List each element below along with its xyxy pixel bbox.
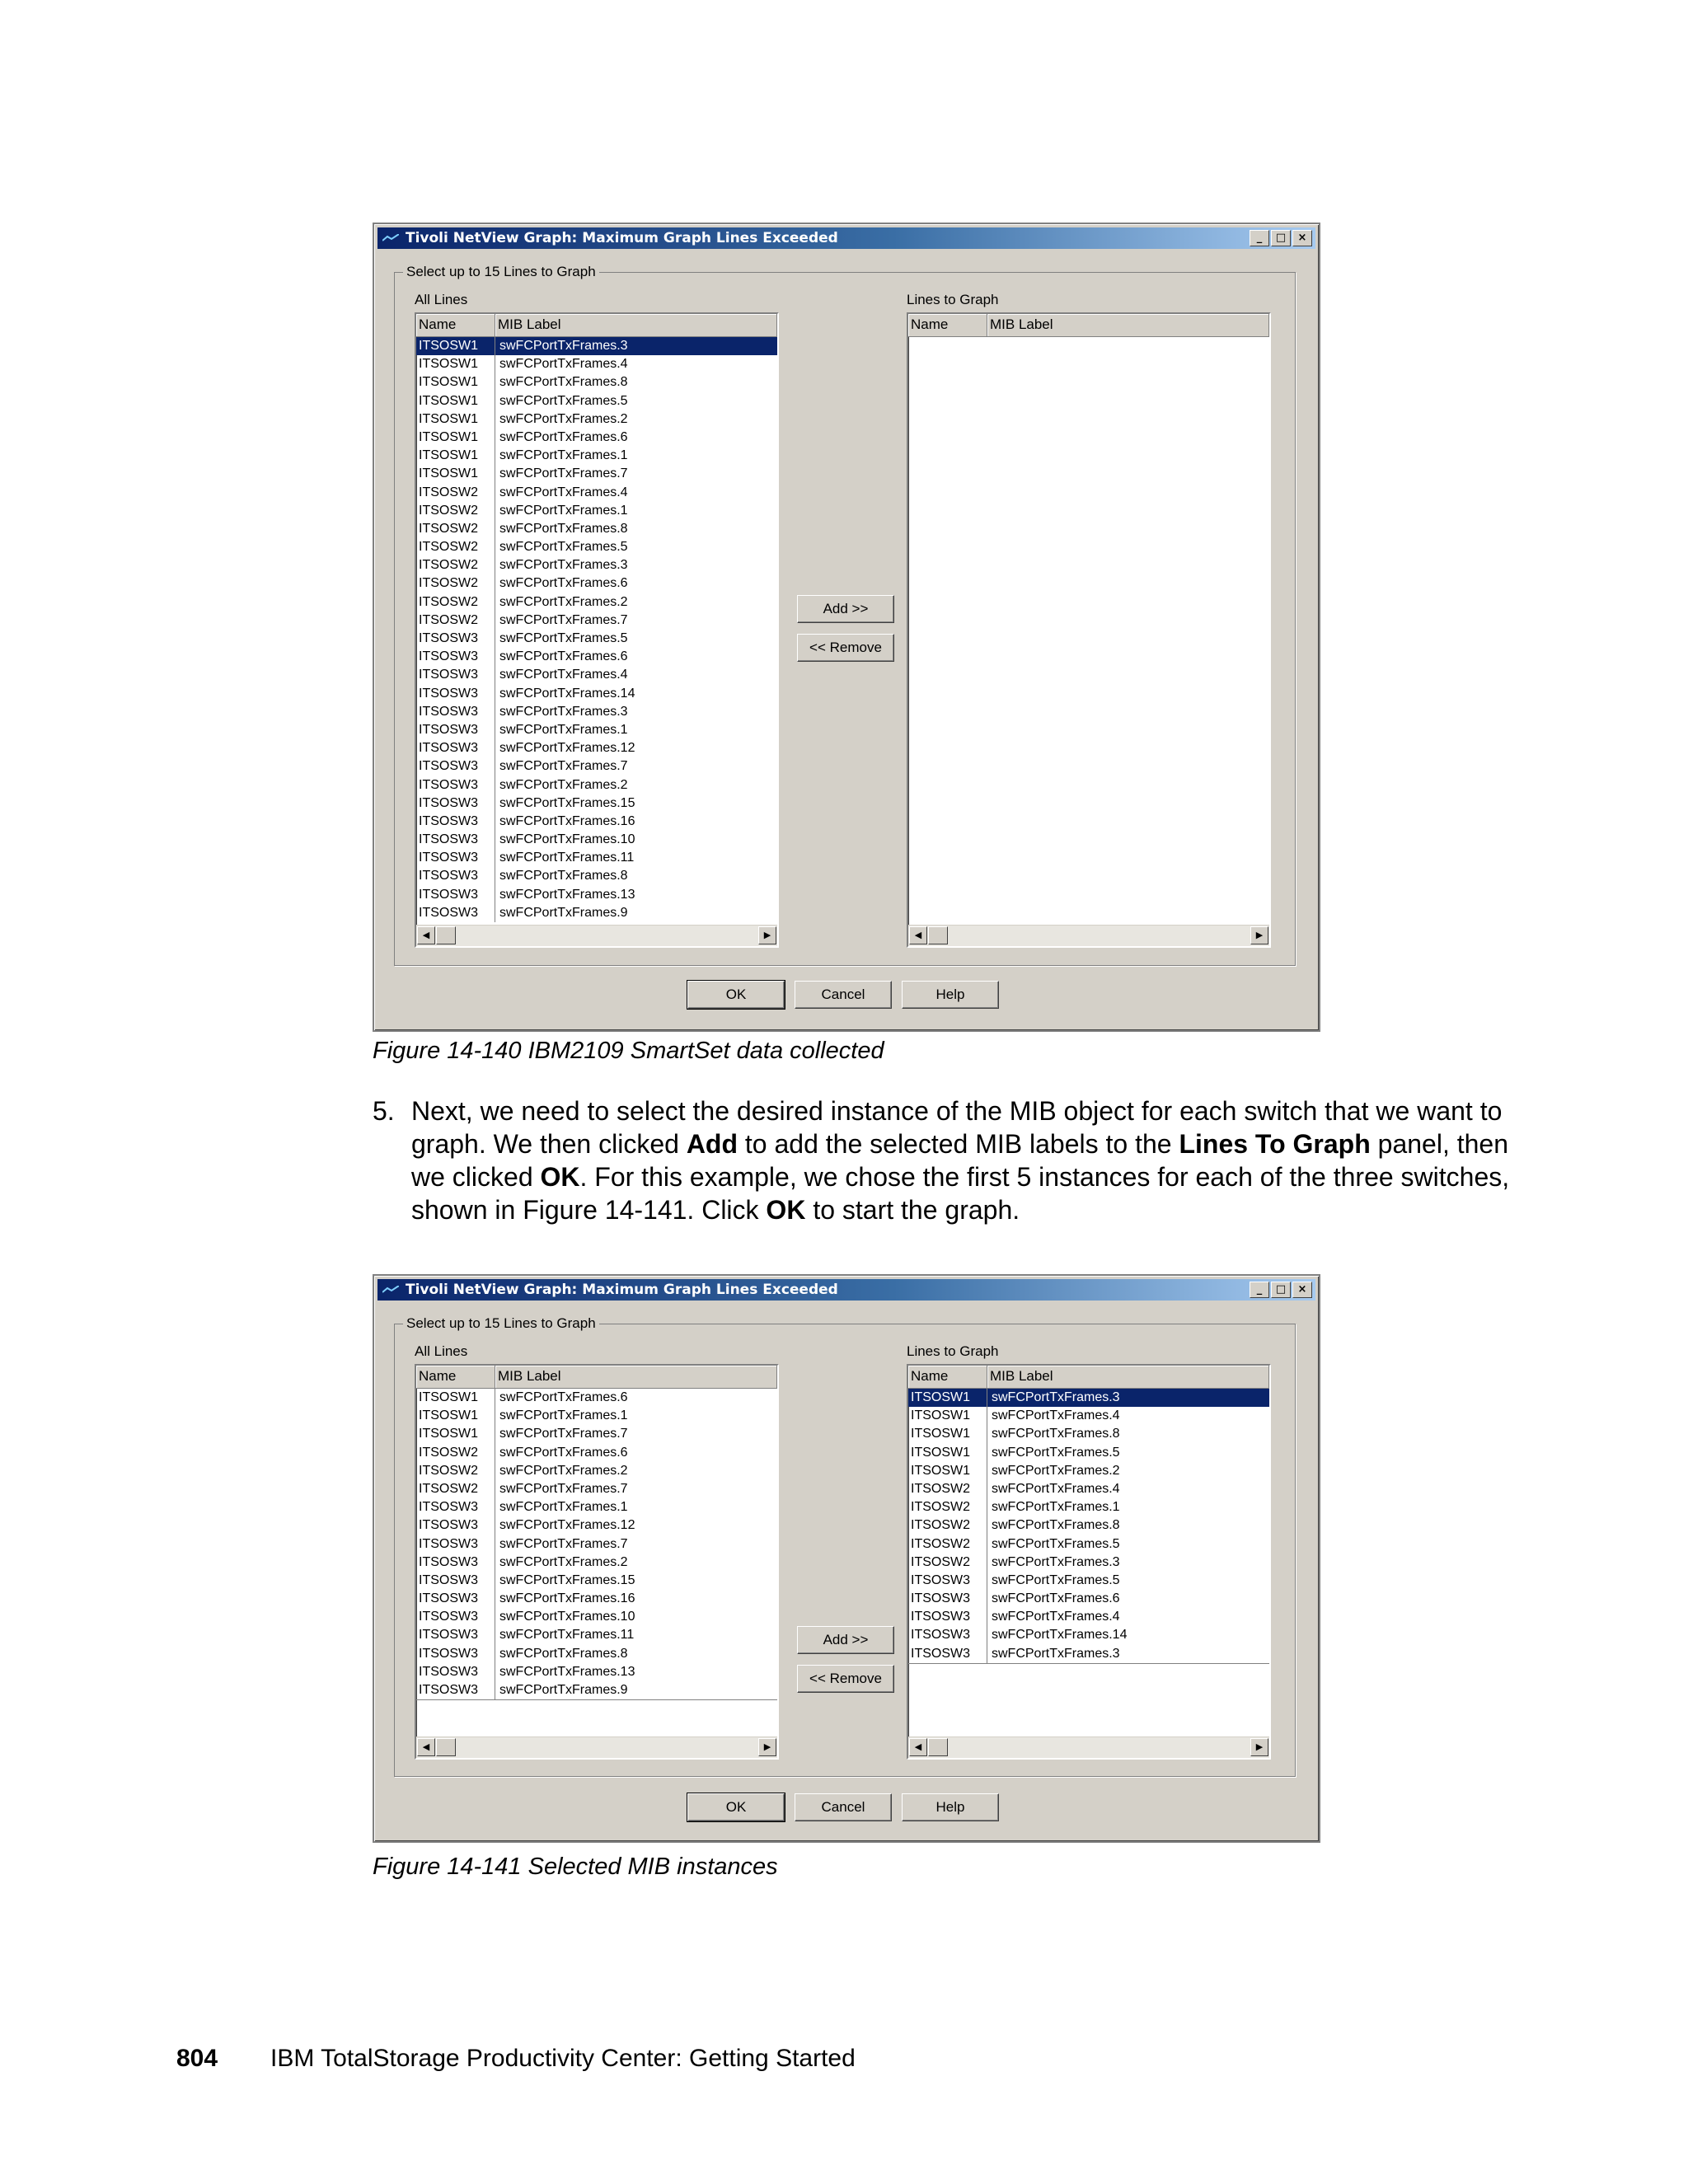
- group-label: Select up to 15 Lines to Graph: [403, 1315, 599, 1333]
- list-row[interactable]: [416, 1516, 777, 1535]
- list-header: [416, 314, 777, 337]
- list-row[interactable]: [416, 1626, 777, 1644]
- row-switch-name: ITSOSW3: [416, 794, 495, 813]
- list-row[interactable]: [416, 1535, 777, 1554]
- scroll-thumb[interactable]: [436, 926, 456, 944]
- list-row[interactable]: [416, 1389, 777, 1407]
- row-mib-label: swFCPortTxFrames.1: [499, 1500, 628, 1515]
- text-run: Next, we need to select the desired instance of the MIB object for each switch that we want to graph. We then clicked: [411, 1096, 1503, 1159]
- list-row[interactable]: [908, 1645, 1269, 1663]
- row-switch-name: ITSOSW3: [416, 867, 495, 885]
- minimize-icon[interactable]: _: [1250, 1282, 1269, 1298]
- row-mib-label: swFCPortTxFrames.1: [499, 722, 628, 737]
- row-mib-label: swFCPortTxFrames.8: [992, 1427, 1120, 1441]
- list-header: [416, 1366, 777, 1389]
- row-mib-label: swFCPortTxFrames.6: [499, 1390, 628, 1404]
- row-switch-name: ITSOSW2: [416, 593, 495, 612]
- row-switch-name: ITSOSW3: [416, 776, 495, 794]
- list-row[interactable]: [416, 502, 777, 520]
- list-row[interactable]: [908, 1554, 1269, 1572]
- lines-to-graph-list[interactable]: [907, 312, 1271, 948]
- lines-to-graph-list[interactable]: [907, 1364, 1271, 1760]
- row-switch-name: ITSOSW1: [908, 1425, 987, 1443]
- column-header-mib-label[interactable]: MIB Label: [987, 1366, 1269, 1388]
- row-switch-name: ITSOSW1: [416, 410, 495, 429]
- list-row[interactable]: [908, 1626, 1269, 1644]
- close-icon[interactable]: ×: [1292, 1282, 1312, 1298]
- maximize-icon[interactable]: □: [1271, 230, 1291, 246]
- row-mib-label: swFCPortTxFrames.10: [499, 1610, 635, 1624]
- scroll-right-icon[interactable]: ▶: [758, 926, 776, 944]
- list-row[interactable]: [416, 520, 777, 538]
- list-row[interactable]: [416, 904, 777, 922]
- scroll-thumb[interactable]: [928, 926, 948, 944]
- list-row[interactable]: [416, 849, 777, 867]
- list-row[interactable]: [908, 1407, 1269, 1425]
- help-button[interactable]: Help: [902, 1793, 999, 1821]
- remove-button[interactable]: << Remove: [797, 634, 894, 662]
- row-switch-name: ITSOSW3: [416, 1498, 495, 1516]
- row-mib-label: swFCPortTxFrames.6: [992, 1591, 1120, 1606]
- row-switch-name: ITSOSW2: [908, 1480, 987, 1498]
- scroll-left-icon[interactable]: ◀: [909, 1738, 927, 1756]
- column-header-mib-label[interactable]: MIB Label: [495, 314, 777, 336]
- row-switch-name: ITSOSW1: [416, 373, 495, 391]
- row-switch-name: ITSOSW2: [416, 538, 495, 556]
- lines-group-box: [394, 1315, 1296, 1777]
- row-mib-label: swFCPortTxFrames.10: [499, 832, 635, 847]
- row-mib-label: swFCPortTxFrames.7: [499, 1427, 628, 1441]
- row-mib-label: swFCPortTxFrames.9: [499, 1683, 628, 1697]
- lines-to-graph-label: Lines to Graph: [907, 1343, 999, 1359]
- row-switch-name: ITSOSW3: [416, 721, 495, 739]
- group-label: Select up to 15 Lines to Graph: [403, 263, 599, 281]
- row-switch-name: ITSOSW2: [416, 1462, 495, 1480]
- row-switch-name: ITSOSW2: [416, 556, 495, 574]
- row-switch-name: ITSOSW3: [416, 739, 495, 757]
- row-switch-name: ITSOSW3: [416, 757, 495, 776]
- dialog-titlebar[interactable]: [377, 1279, 1315, 1301]
- step-5-paragraph: [373, 1094, 1518, 1226]
- list-row[interactable]: [416, 1663, 777, 1681]
- row-switch-name: ITSOSW1: [416, 447, 495, 465]
- list-row[interactable]: [416, 794, 777, 813]
- all-lines-list[interactable]: [415, 312, 779, 948]
- help-button[interactable]: Help: [902, 981, 999, 1009]
- dialog-figure-14-140: [373, 223, 1320, 1032]
- list-row[interactable]: [416, 886, 777, 904]
- list-row[interactable]: [908, 1480, 1269, 1498]
- row-mib-label: swFCPortTxFrames.8: [499, 869, 628, 883]
- row-mib-label: swFCPortTxFrames.3: [992, 1646, 1120, 1661]
- row-mib-label: swFCPortTxFrames.12: [499, 741, 635, 756]
- list-header: [908, 314, 1269, 337]
- row-switch-name: ITSOSW3: [416, 1590, 495, 1608]
- row-mib-label: swFCPortTxFrames.2: [499, 1463, 628, 1478]
- horizontal-scrollbar[interactable]: [416, 1736, 777, 1758]
- add-button[interactable]: Add >>: [797, 595, 894, 623]
- list-row[interactable]: [416, 593, 777, 612]
- list-row[interactable]: [416, 1407, 777, 1425]
- page-number: 804: [176, 2045, 218, 2072]
- horizontal-scrollbar[interactable]: [908, 1736, 1269, 1758]
- row-mib-label: swFCPortTxFrames.3: [499, 704, 628, 719]
- all-lines-label: All Lines: [415, 1343, 468, 1359]
- row-switch-name: ITSOSW3: [416, 904, 495, 922]
- row-switch-name: ITSOSW3: [416, 886, 495, 904]
- row-mib-label: swFCPortTxFrames.4: [499, 357, 628, 372]
- list-row[interactable]: [908, 1516, 1269, 1535]
- row-mib-label: swFCPortTxFrames.2: [499, 594, 628, 609]
- row-switch-name: ITSOSW1: [416, 429, 495, 447]
- row-switch-name: ITSOSW1: [416, 355, 495, 373]
- scroll-right-icon[interactable]: ▶: [758, 1738, 776, 1756]
- list-row[interactable]: [416, 465, 777, 483]
- row-switch-name: ITSOSW3: [416, 648, 495, 666]
- list-row[interactable]: [416, 355, 777, 373]
- list-row[interactable]: [416, 703, 777, 721]
- text-run: panel, then we clicked: [411, 1129, 1509, 1192]
- list-row[interactable]: [416, 739, 777, 757]
- list-row[interactable]: [908, 1425, 1269, 1443]
- column-header-mib-label[interactable]: MIB Label: [987, 314, 1269, 336]
- list-row[interactable]: [416, 721, 777, 739]
- row-switch-name: ITSOSW3: [416, 1516, 495, 1535]
- row-switch-name: ITSOSW3: [908, 1590, 987, 1608]
- row-switch-name: ITSOSW3: [416, 1535, 495, 1554]
- column-header-name[interactable]: Name: [908, 314, 987, 336]
- row-mib-label: swFCPortTxFrames.2: [992, 1463, 1120, 1478]
- row-mib-label: swFCPortTxFrames.3: [499, 558, 628, 573]
- row-switch-name: ITSOSW1: [416, 392, 495, 410]
- row-switch-name: ITSOSW3: [416, 1554, 495, 1572]
- bold-term: Lines To Graph: [1179, 1129, 1371, 1159]
- row-switch-name: ITSOSW1: [908, 1444, 987, 1462]
- column-header-name[interactable]: Name: [908, 1366, 987, 1388]
- row-mib-label: swFCPortTxFrames.5: [499, 540, 628, 555]
- row-switch-name: ITSOSW3: [908, 1645, 987, 1663]
- dialog-title: Tivoli NetView Graph: Maximum Graph Lines Exceeded: [406, 1282, 838, 1298]
- row-switch-name: ITSOSW1: [416, 465, 495, 483]
- row-switch-name: ITSOSW1: [908, 1389, 987, 1407]
- cancel-button[interactable]: Cancel: [795, 981, 892, 1009]
- row-switch-name: ITSOSW2: [908, 1498, 987, 1516]
- page-footer: [176, 2044, 856, 2074]
- remove-button[interactable]: << Remove: [797, 1665, 894, 1693]
- scroll-right-icon[interactable]: ▶: [1250, 926, 1268, 944]
- all-lines-rows: [416, 337, 777, 922]
- row-mib-label: swFCPortTxFrames.6: [499, 576, 628, 591]
- row-switch-name: ITSOSW3: [416, 1645, 495, 1663]
- list-row[interactable]: [416, 1645, 777, 1663]
- row-switch-name: ITSOSW3: [416, 703, 495, 721]
- list-row[interactable]: [416, 867, 777, 885]
- row-mib-label: swFCPortTxFrames.2: [499, 1554, 628, 1569]
- row-mib-label: swFCPortTxFrames.1: [992, 1500, 1120, 1515]
- row-switch-name: ITSOSW2: [416, 1480, 495, 1498]
- row-switch-name: ITSOSW2: [908, 1535, 987, 1554]
- list-row[interactable]: [416, 813, 777, 831]
- row-mib-label: swFCPortTxFrames.8: [992, 1518, 1120, 1533]
- row-mib-label: swFCPortTxFrames.15: [499, 795, 635, 810]
- bold-term: Add: [686, 1129, 738, 1159]
- list-row[interactable]: [416, 685, 777, 703]
- add-button[interactable]: Add >>: [797, 1626, 894, 1654]
- row-switch-name: ITSOSW2: [416, 502, 495, 520]
- row-switch-name: ITSOSW1: [908, 1407, 987, 1425]
- row-switch-name: ITSOSW3: [416, 685, 495, 703]
- maximize-icon[interactable]: □: [1271, 1282, 1291, 1298]
- row-mib-label: swFCPortTxFrames.1: [499, 503, 628, 518]
- row-mib-label: swFCPortTxFrames.8: [499, 375, 628, 390]
- list-row[interactable]: [416, 556, 777, 574]
- row-mib-label: swFCPortTxFrames.4: [992, 1481, 1120, 1496]
- row-mib-label: swFCPortTxFrames.8: [499, 521, 628, 536]
- minimize-icon[interactable]: _: [1250, 230, 1269, 246]
- lines-group-box: [394, 264, 1296, 966]
- list-row[interactable]: [908, 1572, 1269, 1590]
- scroll-thumb[interactable]: [436, 1738, 456, 1756]
- text-run: to start the graph.: [805, 1195, 1020, 1225]
- row-mib-label: swFCPortTxFrames.16: [499, 813, 635, 828]
- list-row[interactable]: [416, 831, 777, 849]
- row-mib-label: swFCPortTxFrames.7: [499, 759, 628, 774]
- row-mib-label: swFCPortTxFrames.1: [499, 448, 628, 463]
- list-row[interactable]: [416, 630, 777, 648]
- row-switch-name: ITSOSW2: [416, 1444, 495, 1462]
- step-text: [411, 1094, 1518, 1226]
- list-row[interactable]: [416, 1498, 777, 1516]
- netview-app-icon: [382, 234, 399, 242]
- row-switch-name: ITSOSW3: [416, 1663, 495, 1681]
- row-switch-name: ITSOSW3: [416, 1608, 495, 1626]
- row-switch-name: ITSOSW2: [416, 484, 495, 502]
- row-mib-label: swFCPortTxFrames.13: [499, 887, 635, 902]
- list-row[interactable]: [416, 757, 777, 776]
- row-mib-label: swFCPortTxFrames.4: [992, 1408, 1120, 1423]
- row-mib-label: swFCPortTxFrames.11: [499, 851, 635, 865]
- row-mib-label: swFCPortTxFrames.1: [499, 1408, 628, 1423]
- list-row[interactable]: [416, 429, 777, 447]
- row-mib-label: swFCPortTxFrames.16: [499, 1591, 635, 1606]
- bold-term: OK: [540, 1162, 580, 1192]
- column-header-name[interactable]: Name: [416, 314, 495, 336]
- row-mib-label: swFCPortTxFrames.7: [499, 1536, 628, 1551]
- list-row[interactable]: [416, 538, 777, 556]
- row-mib-label: swFCPortTxFrames.5: [992, 1572, 1120, 1587]
- list-row[interactable]: [416, 484, 777, 502]
- row-mib-label: swFCPortTxFrames.3: [992, 1554, 1120, 1569]
- row-mib-label: swFCPortTxFrames.4: [992, 1610, 1120, 1624]
- list-row[interactable]: [908, 1535, 1269, 1554]
- row-switch-name: ITSOSW3: [416, 849, 495, 867]
- all-lines-rows: [416, 1389, 777, 1700]
- row-mib-label: swFCPortTxFrames.8: [499, 1646, 628, 1661]
- row-switch-name: ITSOSW3: [416, 666, 495, 684]
- list-row[interactable]: [416, 1444, 777, 1462]
- horizontal-scrollbar[interactable]: [416, 925, 777, 946]
- step-number: 5.: [373, 1096, 395, 1126]
- row-mib-label: swFCPortTxFrames.13: [499, 1664, 635, 1679]
- row-mib-label: swFCPortTxFrames.4: [499, 485, 628, 499]
- scroll-left-icon[interactable]: ◀: [417, 926, 435, 944]
- row-mib-label: swFCPortTxFrames.9: [499, 905, 628, 920]
- row-mib-label: swFCPortTxFrames.5: [992, 1445, 1120, 1460]
- list-row[interactable]: [416, 1480, 777, 1498]
- column-header-name[interactable]: Name: [416, 1366, 495, 1388]
- row-mib-label: swFCPortTxFrames.15: [499, 1572, 635, 1587]
- row-switch-name: ITSOSW1: [416, 1389, 495, 1407]
- row-switch-name: ITSOSW2: [416, 574, 495, 593]
- dialog-title: Tivoli NetView Graph: Maximum Graph Lines Exceeded: [406, 230, 838, 246]
- horizontal-scrollbar[interactable]: [908, 925, 1269, 946]
- row-mib-label: swFCPortTxFrames.11: [499, 1628, 635, 1643]
- row-mib-label: swFCPortTxFrames.6: [499, 649, 628, 664]
- list-row[interactable]: [416, 1554, 777, 1572]
- row-mib-label: swFCPortTxFrames.12: [499, 1518, 635, 1533]
- list-row[interactable]: [416, 337, 777, 355]
- dialog-titlebar[interactable]: [377, 227, 1315, 249]
- row-mib-label: swFCPortTxFrames.14: [992, 1628, 1128, 1643]
- row-switch-name: ITSOSW2: [908, 1554, 987, 1572]
- row-switch-name: ITSOSW1: [908, 1462, 987, 1480]
- row-switch-name: ITSOSW1: [416, 337, 495, 355]
- row-switch-name: ITSOSW3: [908, 1608, 987, 1626]
- list-header: [908, 1366, 1269, 1389]
- list-row[interactable]: [416, 1590, 777, 1608]
- list-row[interactable]: [416, 776, 777, 794]
- scroll-left-icon[interactable]: ◀: [417, 1738, 435, 1756]
- scroll-left-icon[interactable]: ◀: [909, 926, 927, 944]
- row-switch-name: ITSOSW1: [416, 1425, 495, 1443]
- list-row[interactable]: [908, 1590, 1269, 1608]
- row-mib-label: swFCPortTxFrames.6: [499, 1445, 628, 1460]
- lines-to-graph-rows: [908, 1389, 1269, 1664]
- row-mib-label: swFCPortTxFrames.7: [499, 1481, 628, 1496]
- text-run: . For this example, we chose the first 5 instances for each of the three switches, shown in Figure 14-141. Click: [411, 1162, 1510, 1225]
- list-row[interactable]: [908, 1444, 1269, 1462]
- scroll-right-icon[interactable]: ▶: [1250, 1738, 1268, 1756]
- row-mib-label: swFCPortTxFrames.2: [499, 411, 628, 426]
- row-mib-label: swFCPortTxFrames.4: [499, 668, 628, 682]
- row-switch-name: ITSOSW3: [416, 813, 495, 831]
- list-row[interactable]: [416, 1608, 777, 1626]
- row-mib-label: swFCPortTxFrames.5: [992, 1536, 1120, 1551]
- list-row[interactable]: [416, 373, 777, 391]
- list-row[interactable]: [416, 392, 777, 410]
- row-mib-label: swFCPortTxFrames.3: [992, 1390, 1120, 1404]
- cancel-button[interactable]: Cancel: [795, 1793, 892, 1821]
- list-row[interactable]: [416, 1462, 777, 1480]
- list-row[interactable]: [416, 447, 777, 465]
- row-switch-name: ITSOSW3: [908, 1626, 987, 1644]
- row-mib-label: swFCPortTxFrames.6: [499, 429, 628, 444]
- row-switch-name: ITSOSW3: [416, 1626, 495, 1644]
- list-row[interactable]: [908, 1608, 1269, 1626]
- row-switch-name: ITSOSW3: [416, 630, 495, 648]
- list-row[interactable]: [416, 574, 777, 593]
- row-switch-name: ITSOSW3: [416, 1681, 495, 1699]
- text-run: to add the selected MIB labels to the: [738, 1129, 1179, 1159]
- list-row[interactable]: [416, 1572, 777, 1590]
- lines-to-graph-label: Lines to Graph: [907, 292, 999, 307]
- row-switch-name: ITSOSW2: [416, 612, 495, 630]
- row-mib-label: swFCPortTxFrames.3: [499, 339, 628, 353]
- row-mib-label: swFCPortTxFrames.5: [499, 631, 628, 645]
- row-mib-label: swFCPortTxFrames.7: [499, 612, 628, 627]
- list-row[interactable]: [416, 410, 777, 429]
- list-row[interactable]: [908, 1389, 1269, 1407]
- row-switch-name: ITSOSW3: [908, 1572, 987, 1590]
- row-switch-name: ITSOSW3: [416, 831, 495, 849]
- row-mib-label: swFCPortTxFrames.7: [499, 466, 628, 481]
- book-title: IBM TotalStorage Productivity Center: Getting Started: [270, 2045, 856, 2072]
- row-mib-label: swFCPortTxFrames.14: [499, 686, 635, 701]
- list-row[interactable]: [416, 612, 777, 630]
- list-row[interactable]: [416, 648, 777, 666]
- list-row[interactable]: [416, 666, 777, 684]
- row-switch-name: ITSOSW1: [416, 1407, 495, 1425]
- row-switch-name: ITSOSW3: [416, 1572, 495, 1590]
- row-switch-name: ITSOSW2: [908, 1516, 987, 1535]
- list-row[interactable]: [908, 1498, 1269, 1516]
- row-switch-name: ITSOSW2: [416, 520, 495, 538]
- row-mib-label: swFCPortTxFrames.5: [499, 393, 628, 408]
- scroll-thumb[interactable]: [928, 1738, 948, 1756]
- netview-app-icon: [382, 1286, 399, 1294]
- dialog-figure-14-141: [373, 1274, 1320, 1843]
- bold-term: OK: [766, 1195, 806, 1225]
- all-lines-label: All Lines: [415, 292, 468, 307]
- list-row[interactable]: [416, 1681, 777, 1699]
- figure-caption-14-141: Figure 14-141 Selected MIB instances: [373, 1854, 778, 1880]
- list-row[interactable]: [908, 1462, 1269, 1480]
- column-header-mib-label[interactable]: MIB Label: [495, 1366, 777, 1388]
- close-icon[interactable]: ×: [1292, 230, 1312, 246]
- list-row[interactable]: [416, 1425, 777, 1443]
- row-mib-label: swFCPortTxFrames.2: [499, 777, 628, 792]
- ok-button[interactable]: OK: [687, 981, 785, 1009]
- ok-button[interactable]: OK: [687, 1793, 785, 1821]
- figure-caption-14-140: Figure 14-140 IBM2109 SmartSet data collected: [373, 1038, 884, 1064]
- all-lines-list[interactable]: [415, 1364, 779, 1760]
